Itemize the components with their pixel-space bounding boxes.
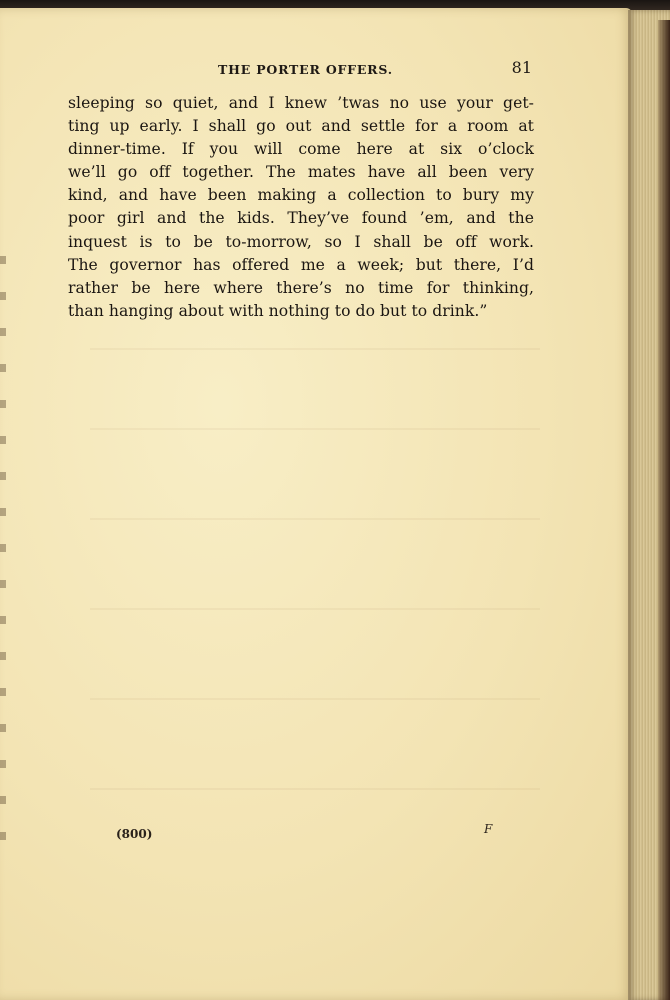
gathering-mark: F — [484, 822, 493, 836]
text-line: poor girl and the kids. They’ve found ’em, and the — [68, 209, 534, 228]
text-line: ting up early. I shall go out and settle for a room at — [68, 117, 534, 136]
bleed-through — [90, 428, 540, 430]
text-line: The governor has offered me a week; but there, I’d — [68, 255, 534, 274]
body-text — [68, 92, 534, 323]
text-line: sleeping so quiet, and I knew ’twas no use your get- — [68, 94, 534, 112]
text-line: rather be here where there’s no time for thinking, — [68, 278, 534, 297]
book-fore-edge-shadow — [658, 20, 670, 1000]
text-line: dinner-time. If you will come here at six o’clock — [68, 140, 534, 159]
text-line: we’ll go off together. The mates have all been very — [68, 163, 534, 182]
bleed-through — [90, 518, 540, 520]
bleed-through — [90, 698, 540, 700]
bleed-through — [90, 788, 540, 790]
text-line: kind, and have been making a collection to bury my — [68, 186, 534, 205]
running-head: THE PORTER OFFERS. — [218, 62, 393, 77]
page-number: 81 — [511, 58, 532, 77]
bleed-through — [90, 348, 540, 350]
text-line: than hanging about with nothing to do but to drink.” — [68, 301, 488, 320]
bleed-through — [90, 608, 540, 610]
text-line: inquest is to be to-morrow, so I shall be off work. — [68, 232, 534, 251]
page-header — [68, 58, 532, 80]
printer-signature-mark: (800) — [116, 827, 153, 841]
gutter-binding — [0, 228, 6, 868]
